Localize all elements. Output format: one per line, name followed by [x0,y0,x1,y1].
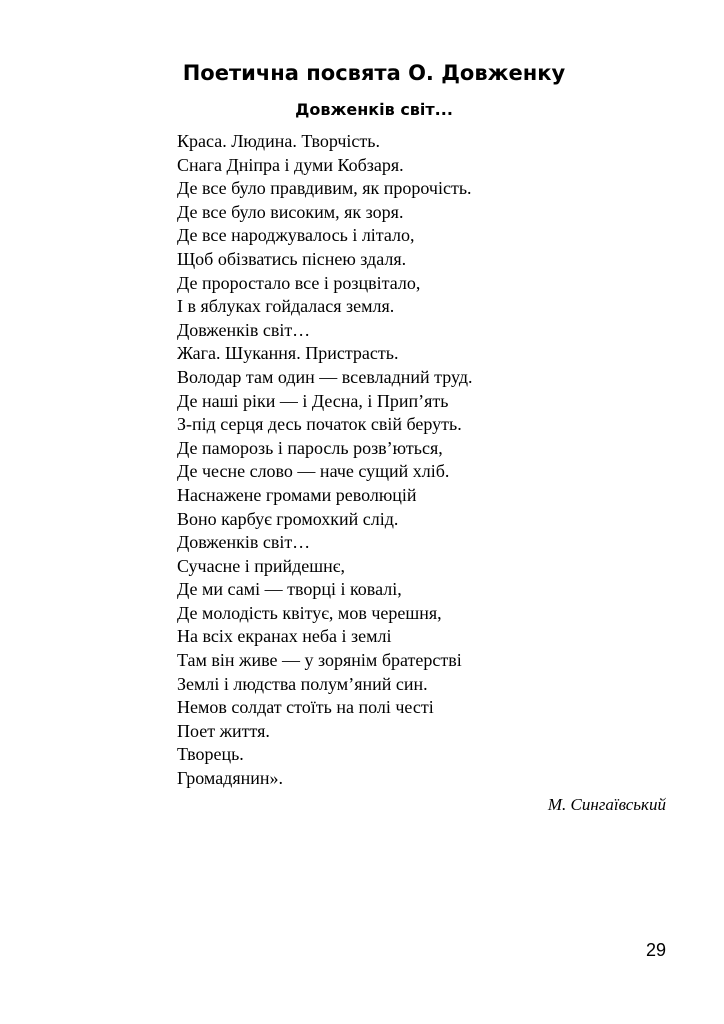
poem-line: З-під серця десь початок свій беруть. [177,414,462,435]
poem-author: М. Сингаївський [547,795,666,814]
poem-line: Щоб обізватись піснею здаля. [177,248,407,269]
poem-line: Де проростало все і розцвітало, [177,272,421,293]
poem-line: Громадянин». [177,768,284,789]
poem-line: Жага. Шукання. Пристрасть. [177,343,399,364]
poem-line: Довженків світ… [177,532,311,553]
poem-line: Снага Дніпра і думи Кобзаря. [177,154,404,175]
poem-body [177,130,657,791]
poem-line: Де все було високим, як зоря. [177,201,404,222]
poem-line: Довженків світ… [177,319,311,340]
poem-line: Володар там один — всевладний труд. [177,366,473,387]
poem-line: На всіх екранах неба і землі [177,626,392,647]
page-title: Поетична посвята О. Довженку [182,61,566,85]
poem-line: І в яблуках гойдалася земля. [177,296,395,317]
page-number: 29 [645,940,666,960]
poem-line: Де все народжувалось і літало, [177,225,415,246]
poem-line: Краса. Людина. Творчість. [177,131,380,151]
poem-line: Немов солдат стоїть на полі честі [177,697,434,718]
poem-line: Наснажене громами революцій [177,484,417,505]
poem-line: Де ми самі — творці і ковалі, [177,579,402,600]
poem-line: Воно карбує громохкий слід. [177,508,399,529]
poem-line: Де все було правдивим, як пророчість. [177,178,472,199]
poem-line: Творець. [177,744,244,765]
poem-subtitle: Довженків світ... [295,100,453,119]
poem-line: Там він живе — у зорянім братерстві [177,650,462,671]
poem-line: Де наші ріки — і Десна, і Прип’ять [177,390,449,411]
poem-line: Де паморозь і паросль розв’ються, [177,437,443,458]
poem-line: Сучасне і прийдешнє, [177,555,345,576]
poem-line: Де чесне слово — наче сущий хліб. [177,461,450,482]
poem-line: Землі і людства полум’яний син. [177,673,428,694]
poem-line: Де молодість квітує, мов черешня, [177,602,442,623]
poem-line: Поет життя. [177,720,270,741]
